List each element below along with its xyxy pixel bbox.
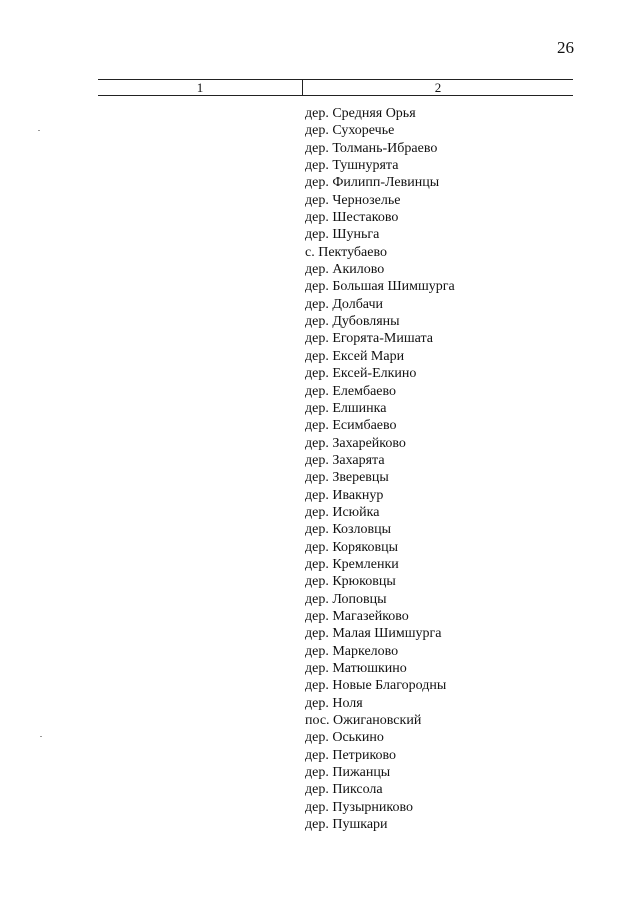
- settlement-item: дер. Магазейково: [305, 608, 409, 624]
- column-header-2: 2: [434, 80, 442, 95]
- settlement-item: дер. Пиксола: [305, 782, 383, 798]
- settlement-item: дер. Долбачи: [305, 296, 383, 312]
- settlement-item: дер. Елембаево: [305, 383, 397, 399]
- settlement-item: дер. Филипп-Левинцы: [305, 175, 440, 191]
- settlement-item: дер. Сухоречье: [305, 123, 395, 139]
- settlement-item: дер. Матюшкино: [305, 661, 407, 676]
- settlement-item: дер. Большая Шимшурга: [305, 279, 455, 295]
- settlement-item: дер. Ивакнур: [305, 487, 384, 503]
- settlement-item: дер. Шуньга: [305, 227, 380, 243]
- settlement-item: дер. Оськино: [305, 730, 384, 746]
- settlement-item: дер. Акилово: [305, 262, 385, 278]
- settlement-item: дер. Шестаково: [305, 210, 399, 226]
- settlement-item: дер. Маркелово: [305, 643, 399, 659]
- column-header-1: 1: [196, 80, 204, 95]
- settlement-item: дер. Пижанцы: [305, 765, 391, 781]
- settlement-item: дер. Козловцы: [305, 522, 392, 538]
- settlement-item: дер. Малая Шимшурга: [305, 626, 442, 642]
- settlement-item: дер. Ексей-Елкино: [305, 366, 417, 382]
- settlement-list: [305, 105, 455, 833]
- settlement-item: дер. Новые Благородны: [305, 678, 447, 694]
- scan-speck: [40, 736, 42, 737]
- settlement-item: дер. Крюковцы: [305, 574, 396, 590]
- settlement-item: дер. Елшинка: [305, 400, 387, 416]
- table-header: [98, 79, 573, 96]
- settlement-item: дер. Захарята: [305, 452, 385, 468]
- settlement-item: дер. Зверевцы: [305, 470, 389, 486]
- settlement-item: дер. Пузырниково: [305, 799, 413, 815]
- settlement-item: дер. Пушкари: [305, 817, 388, 833]
- settlement-item: дер. Толмань-Ибраево: [305, 140, 438, 156]
- settlement-item: дер. Средняя Орья: [305, 106, 416, 121]
- settlement-item: дер. Лоповцы: [305, 591, 387, 607]
- page-number: 26: [557, 38, 574, 57]
- settlement-item: дер. Есимбаево: [305, 418, 397, 434]
- settlement-item: дер. Исюйка: [305, 504, 380, 520]
- settlement-item: пос. Ожигановский: [305, 713, 422, 729]
- settlement-item: дер. Захарейково: [305, 435, 406, 451]
- settlement-item: дер. Коряковцы: [305, 539, 399, 555]
- settlement-item: дер. Ексей Мари: [305, 348, 405, 364]
- settlement-item: дер. Егорята-Мишата: [305, 331, 433, 347]
- settlement-item: с. Пектубаево: [305, 244, 387, 260]
- settlement-item: дер. Петриково: [305, 747, 397, 763]
- settlement-item: дер. Ноля: [305, 695, 363, 711]
- settlement-item: дер. Дубовляны: [305, 314, 400, 330]
- settlement-item: дер. Тушнурята: [305, 158, 399, 174]
- settlement-item: дер. Чернозелье: [305, 192, 401, 208]
- scan-speck: [38, 130, 40, 131]
- settlement-item: дер. Кремленки: [305, 556, 399, 572]
